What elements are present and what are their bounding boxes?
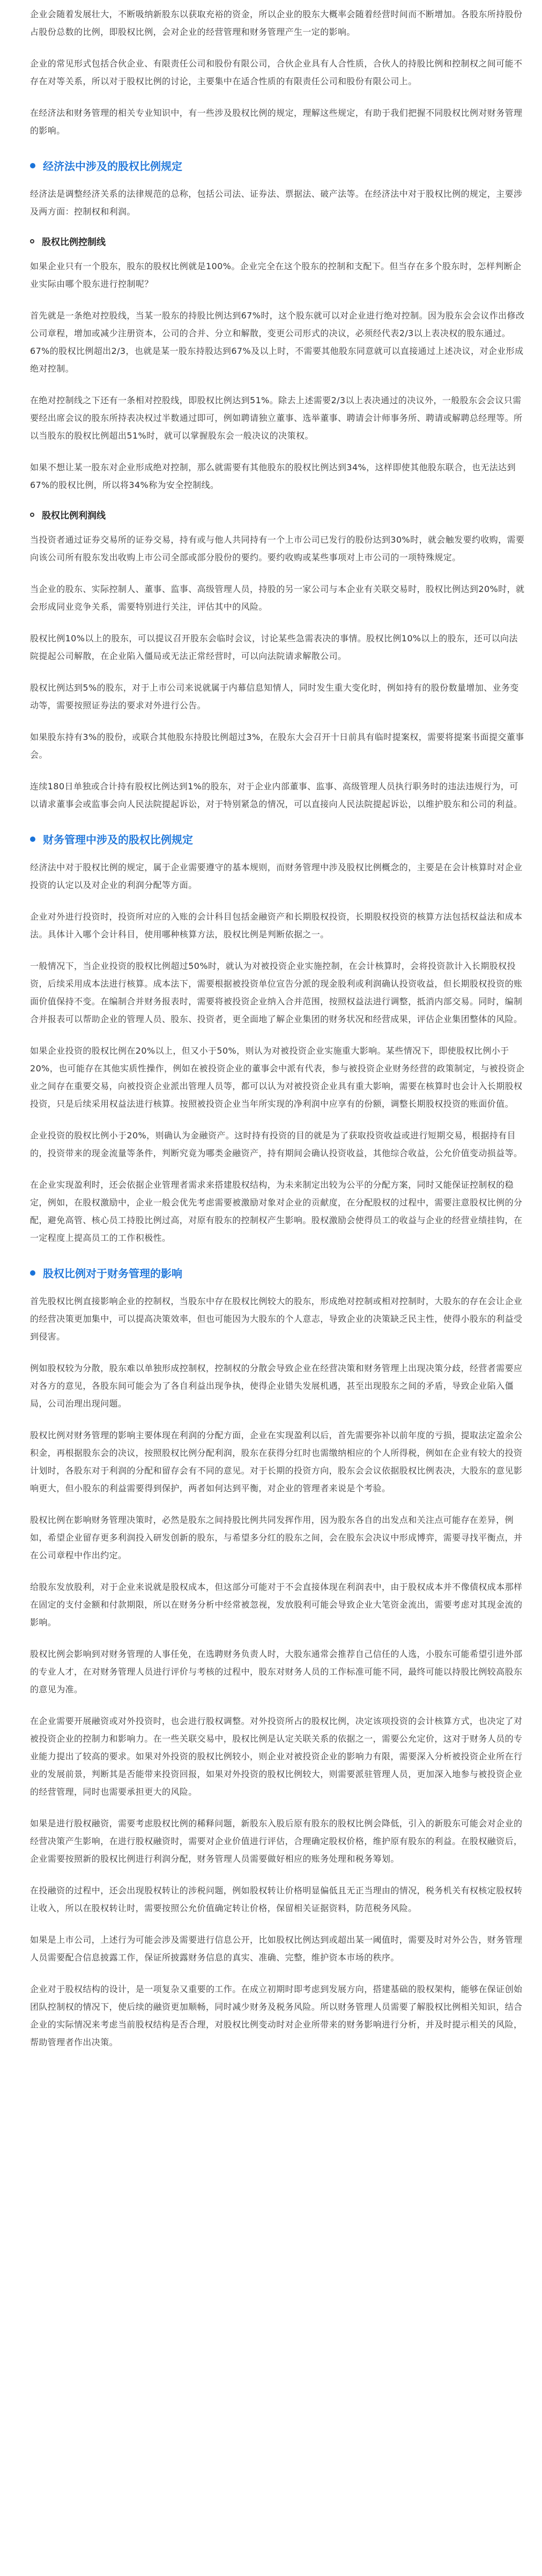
circle-bullet-icon (30, 239, 34, 243)
paragraph: 首先就是一条绝对控股线，当某一股东的持股比例达到67%时，这个股东就可以对企业进行绝对控制。因为股东会会议作出修改公司章程，增加或减少注册资本，公司的合并、分立和解散，变更公司形式的决议，必须经代表2/3以上表决权的股东通过。67%的股权比例超出2/3，也就是某一股东持股达到67%及以上时，不需要其他股东同意就可以直接通过上述决议，对企业形成绝对控制。 (30, 310, 525, 374)
paragraph: 股权比例会影响到对财务管理的人事任免，在选聘财务负责人时，大股东通常会推荐自己信任的人选，小股东可能希望引进外部的专业人才，在对财务管理人员进行评价与考核的过程中，股东对财务人员的工作标准可能不同，最终可能以持股比例较高股东的意见为准。 (30, 1649, 523, 1694)
subsection-title: 股权比例利润线 (42, 510, 106, 521)
paragraph: 给股东发放股利，对于企业来说就是股权成本，但这部分可能对于不会直接体现在利润表中，由于股权成本并不像债权成本那样在固定的支付金额和付款期限，所以在财务分析中经常被忽视，发放股利可能会导致企业大笔资金流出，需要考虑对其现金流的影响。 (30, 1582, 523, 1627)
paragraph: 如果企业投资的股权比例在20%以上，但又小于50%，则认为对被投资企业实施重大影响。某些情况下，即使股权比例小于20%，也可能存在其他实质性操作，例如在被投资企业的董事会中派有代表，参与被投资企业财务经营的政策制定，与被投资企业之间存在重要交易，向被投资企业派出管理人员等，都可以认为对被投资企业具有重大影响，需要在核算时也会计入长期股权投资，只是后续采用权益法进行核算。按照被投资企业当年所实现的净利润中应享有的份额，调整长期股权投资的账面价值。 (30, 1046, 525, 1109)
section-heading (30, 1265, 526, 1280)
section-title: 股权比例对于财务管理的影响 (43, 1267, 182, 1280)
bullet-dot-icon (30, 163, 35, 168)
subsection-heading (30, 508, 526, 521)
paragraph: 当企业的股东、实际控制人、董事、监事、高级管理人员，持股的另一家公司与本企业有关联交易时，股权比例达到20%时，就会形成同业竞争关系，需要特别进行关注，评估其中的风险。 (30, 584, 525, 612)
paragraph: 股权比例10%以上的股东，可以提议召开股东会临时会议，讨论某些急需表决的事情。股权比例10%以上的股东，还可以向法院提起公司解散，在企业陷入僵局或无法正常经营时，可以向法院请求解散公司。 (30, 633, 518, 661)
paragraph: 如果股东持有3%的股份，或联合其他股东持股比例超过3%，在股东大会召开十日前具有临时提案权，需要将提案书面提交董事会。 (30, 732, 524, 760)
paragraph: 股权比例在影响财务管理决策时，必然是股东之间持股比例共同发挥作用，因为股东各自的出发点和关注点可能存在差异，例如，希望企业留存更多利润投入研发创新的股东，与希望多分红的股东之间，会在股东会决议中形成博弈，需要寻找平衡点，并在公司章程中作出约定。 (30, 1515, 523, 1560)
paragraph: 在企业实现盈利时，还会依据企业管理者需求来搭建股权结构，为未来制定出较为公平的分配方案，同时又能保证控制权的稳定，例如，在股权激励中，企业一般会优先考虑需要被激励对象对企业的贡献度，在分配股权的过程中，需要注意股权比例的分配，避免高管、核心员工持股比例过高，对原有股东的控制权产生影响。股权激励会使得员工的收益与企业的经营业绩挂钩，在一定程度上提高员工的工作积极性。 (30, 1180, 523, 1243)
section-intro: 经济法是调整经济关系的法律规范的总称，包括公司法、证券法、票据法、破产法等。在经济法中对于股权比例的规定，主要涉及两方面：控制权和利润。 (30, 189, 523, 217)
paragraph: 经济法中对于股权比例的规定，属于企业需要遵守的基本规则，而财务管理中涉及股权比例概念的，主要是在会计核算时对企业投资的认定以及对企业的利润分配等方面。 (30, 862, 523, 890)
paragraph: 首先股权比例直接影响企业的控制权，当股东中存在股权比例较大的股东，形成绝对控制或相对控制时，大股东的存在会让企业的经营决策更加集中，可以提高决策效率，但也可能因为大股东的个人意志，导致企业的决策缺乏民主性，使得小股东的利益受到侵害。 (30, 1296, 523, 1342)
paragraph: 在投融资的过程中，还会出现股权转让的涉税问题，例如股权转让价格明显偏低且无正当理由的情况，税务机关有权核定股权转让收入，所以在股权转让时，需要按照公允价值确定转让价格，保留相关证据资料，防范税务风险。 (30, 1885, 523, 1913)
section-heading (30, 831, 526, 847)
paragraph: 如果企业只有一个股东，股东的股权比例就是100%。企业完全在这个股东的控制和支配下。但当存在多个股东时，怎样判断企业实际由哪个股东进行控制呢？ (30, 261, 522, 289)
bullet-dot-icon (30, 837, 35, 842)
paragraph: 如果是进行股权融资，需要考虑股权比例的稀释问题，新股东入股后原有股东的股权比例会降低，引入的新股东可能会对企业的经营决策产生影响，在进行股权融资时，需要对企业价值进行评估，合理确定股权价格，维护原有股东的利益。在股权融资后，企业需要按照新的股权比例进行利润分配，财务管理人员需要做好相应的账务处理和税务筹划。 (30, 1818, 523, 1864)
paragraph: 如果是上市公司，上述行为可能会涉及需要进行信息公开，比如股权比例达到或超出某一阈值时，需要及时对外公告，财务管理人员需要配合信息披露工作，保证所披露财务信息的真实、准确、完整，维护资本市场的秩序。 (30, 1935, 523, 1963)
paragraph: 一般情况下，当企业投资的股权比例超过50%时，就认为对被投资企业实施控制，在会计核算时，会将投资款计入长期股权投资，后续采用成本法进行核算。成本法下，需要根据被投资单位宣告分派的现金股利或利润确认投资收益，但长期股权投资的账面价值保持不变。在编制合并财务报表时，需要将被投资企业纳入合并范围，按照权益法进行调整，抵消内部交易。同时，编制合并报表可以帮助企业的管理人员、股东、投资者，更全面地了解企业集团的财务状况和经营成果，评估企业集团整体的风险。 (30, 961, 523, 1024)
paragraph: 企业对外进行投资时，投资所对应的入账的会计科目包括金融资产和长期股权投资，长期股权投资的核算方法包括权益法和成本法。具体计入哪个会计科目，使用哪种核算方法，股权比例是判断依据之一。 (30, 912, 523, 939)
intro-paragraph-3: 在经济法和财务管理的相关专业知识中，有一些涉及股权比例的规定，理解这些规定，有助于我们把握不同股权比例对财务管理的影响。 (30, 108, 523, 136)
circle-bullet-icon (30, 513, 34, 517)
paragraph: 在企业需要开展融资或对外投资时，也会进行股权调整。对外投资所占的股权比例，决定该项投资的会计核算方式，也决定了对被投资企业的控制力和影响力。在一些关联交易中，股权比例是认定关联关系的依据之一，需要公允定价，这对于财务人员的专业能力提出了较高的要求。如果对外投资的股权比例较小，则企业对被投资企业的影响力有限，需要深入分析被投资企业所在行业的发展前景，判断其是否能带来投资回报，如果对外投资的股权比例较大，则需要派驻管理人员，更加深入地参与被投资企业的经营管理，同时也需要承担更大的风险。 (30, 1716, 523, 1797)
intro-paragraph-2: 企业的常见形式包括合伙企业、有限责任公司和股份有限公司，合伙企业具有人合性质，合伙人的持股比例和控制权之间可能不存在对等关系，所以对于股权比例的讨论，主要集中在适合性质的有限责任公司和股份有限公司上。 (30, 58, 523, 86)
section-heading (30, 158, 526, 173)
subsection-heading (30, 234, 526, 248)
section-title: 经济法中涉及的股权比例规定 (43, 160, 182, 173)
paragraph: 在绝对控制线之下还有一条相对控股线，即股权比例达到51%。除去上述需要2/3以上表决通过的决议外，一般股东会会议只需要经出席会议的股东所持表决权过半数通过即可，例如聘请独立董事、选举董事、聘请会计师事务所、聘请或解聘总经理等。所以当股东的股权比例超出51%时，就可以掌握股东会一般决议的决策权。 (30, 395, 523, 441)
subsection-title: 股权比例控制线 (42, 237, 106, 248)
intro-paragraph-1: 企业会随着发展壮大，不断吸纳新股东以获取充裕的资金，所以企业的股东大概率会随着经营时间而不断增加。各股东所持股份占股份总数的比例，即股权比例，会对企业的经营管理和财务管理产生一定的影响。 (30, 9, 523, 37)
paragraph: 例如股权较为分散，股东难以单独形成控制权，控制权的分散会导致企业在经营决策和财务管理上出现决策分歧，经营者需要应对各方的意见，各股东间可能会为了各自利益出现争执，使得企业错失发展机遇，甚至出现股东之间的矛盾，导致企业陷入僵局，公司治理出现问题。 (30, 1363, 523, 1409)
paragraph: 如果不想让某一股东对企业形成绝对控制，那么就需要有其他股东的股权比例达到34%，这样即使其他股东联合，也无法达到67%的股权比例，所以将34%称为安全控制线。 (30, 462, 516, 490)
paragraph: 当投资者通过证券交易所的证券交易，持有或与他人共同持有一个上市公司已发行的股份达到30%时，就会触发要约收购，需要向该公司所有股东发出收购上市公司全部或部分股份的要约。要约收购或某些事项对上市公司的一项特殊规定。 (30, 535, 525, 562)
paragraph: 企业投资的股权比例小于20%，则确认为金融资产。这时持有投资的目的就是为了获取投资收益或进行短期交易，根据持有目的，投资带来的现金流量等条件，判断究竟为哪类金融资产，持有期间会确认投资收益，其他综合收益，公允价值变动损益等。 (30, 1130, 523, 1158)
paragraph: 连续180日单独或合计持有股权比例达到1%的股东，对于企业内部董事、监事、高级管理人员执行职务时的违法违规行为，可以请求董事会或监事会向人民法院提起诉讼，对于特别紧急的情况，可以直接向人民法院提起诉讼，以维护股东和公司的利益。 (30, 781, 523, 809)
paragraph: 股权比例达到5%的股东，对于上市公司来说就属于内幕信息知情人，同时发生重大变化时，例如持有的股份数量增加、业务变动等，需要按照证券法的要求对外进行公告。 (30, 683, 519, 710)
paragraph: 股权比例对财务管理的影响主要体现在利润的分配方面，企业在实现盈利以后，首先需要弥补以前年度的亏损，提取法定盈余公积金，再根据股东会的决议，按照股权比例分配利润，股东在获得分红时也需缴纳相应的个人所得税，例如在企业有较大的投资计划时，各股东对于利润的分配和留存会有不同的意见。对于长期的投资方向，股东会会议依据股权比例表决，大股东的意见影响更大，但小股东的利益需要得到保护，两者如何达到平衡，对企业的管理者来说是个考验。 (30, 1430, 523, 1493)
closing-paragraph: 企业对于股权结构的设计，是一项复杂又重要的工作。在成立初期时即考虑到发展方向，搭建基础的股权架构，能够在保证创始团队控制权的情况下，使后续的融资更加顺畅，同时减少财务及税务风险。所以财务管理人员需要了解股权比例相关知识，结合企业的实际情况来考虑当前股权结构是否合理，对股权比例变动时对企业所带来的财务影响进行分析，并及时提示相关的风险，帮助管理者作出决策。 (30, 1984, 523, 2047)
section-title: 财务管理中涉及的股权比例规定 (43, 833, 193, 846)
bullet-dot-icon (30, 1270, 35, 1276)
